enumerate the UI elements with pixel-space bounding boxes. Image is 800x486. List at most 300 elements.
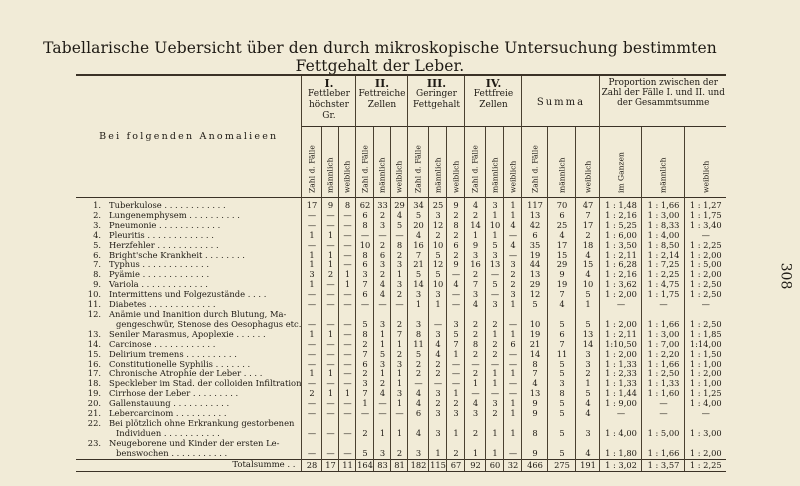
value-cell: 2 xyxy=(391,320,408,330)
value-cell: 1 : 2,11 xyxy=(600,330,642,340)
value-cell: 13 xyxy=(486,260,504,270)
sub-label: Zahl d. Fälle xyxy=(470,145,480,193)
table-row xyxy=(76,429,726,439)
value-cell: 16 xyxy=(408,241,429,251)
value-cell: — xyxy=(447,369,465,379)
value-cell: — xyxy=(302,379,322,389)
row-index: 7. xyxy=(93,259,101,270)
value-cell: 4 xyxy=(408,399,429,409)
value-cell: 8 xyxy=(408,330,429,340)
value-cell: 1 xyxy=(339,389,356,399)
value-cell: — xyxy=(322,360,339,370)
value-cell: 7 xyxy=(447,340,465,350)
value-cell: 19 xyxy=(522,251,548,261)
sub-label: Zahl d. Fälle xyxy=(360,145,370,193)
value-cell: 9 xyxy=(465,241,486,251)
value-cell: 1 xyxy=(322,369,339,379)
value-cell: — xyxy=(339,379,356,389)
value-cell: — xyxy=(339,221,356,231)
value-cell: 44 xyxy=(522,260,548,270)
value-cell: 1 xyxy=(504,369,522,379)
value-cell: 1 : 2,14 xyxy=(642,251,685,261)
table-row xyxy=(76,300,726,310)
value-cell: 14 xyxy=(408,280,429,290)
group-iv-label: Fettfreie Zellen xyxy=(473,89,514,110)
value-cell: 13 xyxy=(522,389,548,399)
value-cell: 9 xyxy=(548,270,576,280)
sub-header-ii-female xyxy=(391,127,408,198)
value-cell: 6 xyxy=(447,241,465,251)
anomaly-name: Intermittens und Folgezustände . . . . xyxy=(109,290,267,300)
value-cell: 2 xyxy=(408,360,429,370)
sub-label: weiblich xyxy=(394,160,404,193)
row-index: 16. xyxy=(87,358,101,369)
group-header-proportion xyxy=(600,75,726,127)
group-header-summa xyxy=(522,75,600,127)
sub-label: männlich xyxy=(658,157,668,193)
value-cell: 1 : 2,00 xyxy=(600,290,642,300)
total-label: Totalsumme . . xyxy=(76,459,302,471)
value-cell: 1 xyxy=(486,429,504,439)
value-cell: — xyxy=(302,429,322,439)
sub-label: weiblich xyxy=(508,160,518,193)
value-cell: — xyxy=(465,360,486,370)
value-cell: 62 xyxy=(356,198,374,211)
value-cell: 6 xyxy=(548,330,576,340)
sub-label: Zahl d. Fälle xyxy=(413,145,423,193)
value-cell: 1 xyxy=(504,198,522,211)
value-cell: — xyxy=(322,300,339,310)
row-index xyxy=(76,449,104,459)
value-cell: — xyxy=(339,260,356,270)
value-cell: 25 xyxy=(548,221,576,231)
value-cell: — xyxy=(642,399,685,409)
value-cell: 3 xyxy=(391,389,408,399)
value-cell: — xyxy=(391,409,408,419)
sub-header-iv-female xyxy=(504,127,522,198)
anomaly-name: Anämie und Inanition durch Blutung, Ma- xyxy=(109,309,287,319)
value-cell: 29 xyxy=(522,280,548,290)
value-cell: 18 xyxy=(576,241,600,251)
value-cell: 3 xyxy=(391,360,408,370)
anomaly-name: Lebercarcinom . . . . . . . . . . xyxy=(109,409,227,419)
value-cell: 17 xyxy=(302,198,322,211)
anomaly-name: Bei plötzlich ohne Erkrankung gestorbenen xyxy=(109,418,295,428)
value-cell: — xyxy=(504,251,522,261)
anomaly-name: gengeschwür, Stenose des Oesophagus etc. xyxy=(116,319,302,329)
value-cell: 6 xyxy=(356,211,374,221)
value-cell: 42 xyxy=(522,221,548,231)
value-cell: 5 xyxy=(576,389,600,399)
value-cell: 2 xyxy=(391,251,408,261)
value-cell: 1 : 2,25 xyxy=(642,270,685,280)
value-cell: 1 xyxy=(322,389,339,399)
value-cell: 5 xyxy=(576,320,600,330)
value-cell: 2 xyxy=(465,211,486,221)
value-cell: 1 : 1,00 xyxy=(685,379,726,389)
group-header-iv xyxy=(465,75,522,127)
sub-header-iii-female xyxy=(447,127,465,198)
value-cell: 4 xyxy=(504,241,522,251)
group-i-roman: I. xyxy=(324,77,334,90)
value-cell: 1 : 2,16 xyxy=(600,270,642,280)
value-cell: — xyxy=(322,340,339,350)
value-cell: 19 xyxy=(548,280,576,290)
value-cell: 3 xyxy=(504,290,522,300)
value-cell: 3 xyxy=(429,409,447,419)
value-cell: 1 xyxy=(374,330,391,340)
value-cell: 1 xyxy=(391,369,408,379)
value-cell: — xyxy=(429,379,447,389)
value-cell: — xyxy=(322,350,339,360)
value-cell: 3 xyxy=(429,429,447,439)
value-cell: 1 xyxy=(486,330,504,340)
value-cell: 8 xyxy=(391,241,408,251)
value-cell: 4 xyxy=(548,300,576,310)
value-cell: 1 : 2,00 xyxy=(685,270,726,280)
value-cell: 8 xyxy=(356,330,374,340)
value-cell: 1 xyxy=(447,429,465,439)
value-cell: 1 xyxy=(465,231,486,241)
value-cell: 13 xyxy=(522,270,548,280)
value-cell: 5 xyxy=(548,429,576,439)
value-cell: 1 xyxy=(322,251,339,261)
value-cell: 20 xyxy=(408,221,429,231)
value-cell: — xyxy=(339,449,356,459)
row-index: 15. xyxy=(87,348,101,359)
proportion-label: Proportion zwischen der Zahl der Fälle I. und II. und der Gesammtsumme xyxy=(601,78,725,108)
value-cell: 3 xyxy=(356,270,374,280)
value-cell: 1 xyxy=(408,300,429,310)
value-cell: 5 xyxy=(576,290,600,300)
total-value-cell: 92 xyxy=(465,459,486,471)
value-cell: 13 xyxy=(576,330,600,340)
anomaly-name: benswochen . . . . . . . . . . . xyxy=(116,448,228,458)
value-cell: 1 xyxy=(391,429,408,439)
value-cell: 5 xyxy=(486,280,504,290)
value-cell: — xyxy=(339,429,356,439)
group-header-ii xyxy=(356,75,408,127)
value-cell: — xyxy=(600,409,642,419)
anomaly-name: Speckleber im Stad. der colloiden Infiltration xyxy=(109,379,302,389)
value-cell: 14 xyxy=(522,350,548,360)
value-cell: 1 xyxy=(504,429,522,439)
value-cell: 6 xyxy=(374,251,391,261)
value-cell: — xyxy=(339,320,356,330)
value-cell: 1 : 2,00 xyxy=(685,369,726,379)
anomaly-name: Herzfehler . . . . . . . . . . . . xyxy=(109,240,219,250)
summa-label: Summa xyxy=(536,96,586,108)
value-cell: 1 : 7,00 xyxy=(642,340,685,350)
value-cell: 1 xyxy=(374,429,391,439)
value-cell: 1 : 1,33 xyxy=(600,379,642,389)
value-cell: 1 : 4,75 xyxy=(642,280,685,290)
value-cell: 1 : 1,66 xyxy=(642,198,685,211)
value-cell: 2 xyxy=(429,399,447,409)
value-cell: 4 xyxy=(576,449,600,459)
sub-header-prop-male xyxy=(642,127,685,198)
anomaly-name: Pleuritis . . . . . . . . . . . . . xyxy=(109,230,214,240)
value-cell: 7 xyxy=(408,251,429,261)
value-cell: 1 : 1,33 xyxy=(600,360,642,370)
sub-label: Zahl d. Fälle xyxy=(307,145,317,193)
value-cell: 9 xyxy=(522,449,548,459)
value-cell: 2 xyxy=(429,360,447,370)
value-cell: 3 xyxy=(486,251,504,261)
value-cell: 2 xyxy=(374,379,391,389)
value-cell: — xyxy=(339,350,356,360)
sub-header-iii-male xyxy=(429,127,447,198)
value-cell: 2 xyxy=(322,270,339,280)
value-cell: 6 xyxy=(548,211,576,221)
value-cell: — xyxy=(465,389,486,399)
table-body xyxy=(76,198,726,472)
value-cell: 1 : 1,66 xyxy=(642,320,685,330)
anomaly-name: Cirrhose der Leber . . . . . . . . . xyxy=(109,389,239,399)
value-cell: — xyxy=(302,290,322,300)
value-cell: — xyxy=(302,409,322,419)
value-cell: — xyxy=(504,379,522,389)
row-index: 13. xyxy=(87,328,101,339)
value-cell: 1 xyxy=(576,379,600,389)
value-cell: 1 xyxy=(504,330,522,340)
value-cell: 1 : 3,00 xyxy=(685,429,726,439)
value-cell: 1 xyxy=(322,260,339,270)
value-cell: — xyxy=(447,379,465,389)
value-cell: 5 xyxy=(408,211,429,221)
value-cell: 1 : 1,75 xyxy=(642,290,685,300)
value-cell: 1 : 9,00 xyxy=(600,399,642,409)
value-cell: 5 xyxy=(391,221,408,231)
value-cell: 1 xyxy=(302,231,322,241)
anomaly-name: Bright'sche Krankheit . . . . . . . . xyxy=(109,250,245,260)
value-cell: 1 xyxy=(504,211,522,221)
value-cell: 2 xyxy=(429,231,447,241)
value-cell: 1 : 1,27 xyxy=(685,198,726,211)
value-cell: — xyxy=(339,241,356,251)
value-cell: 3 xyxy=(374,360,391,370)
value-cell: 5 xyxy=(429,270,447,280)
value-cell: 2 xyxy=(391,290,408,300)
value-cell: 2 xyxy=(391,350,408,360)
value-cell: 21 xyxy=(522,340,548,350)
value-cell: 14 xyxy=(465,221,486,231)
value-cell: — xyxy=(339,340,356,350)
value-cell: 1 : 3,62 xyxy=(600,280,642,290)
sub-header-summa-male xyxy=(548,127,576,198)
value-cell: 5 xyxy=(548,399,576,409)
value-cell: 1 xyxy=(465,449,486,459)
value-cell: 15 xyxy=(548,251,576,261)
row-index: 19. xyxy=(87,388,101,399)
value-cell: 1 xyxy=(429,300,447,310)
total-value-cell: 32 xyxy=(504,459,522,471)
value-cell: 4 xyxy=(408,429,429,439)
value-cell: 1 xyxy=(339,270,356,280)
value-cell: 10 xyxy=(429,280,447,290)
value-cell: 2 xyxy=(391,449,408,459)
value-cell: 1 : 1,50 xyxy=(685,350,726,360)
value-cell: 33 xyxy=(374,198,391,211)
value-cell: 3 xyxy=(429,330,447,340)
row-index: 9. xyxy=(93,279,101,290)
value-cell: — xyxy=(504,389,522,399)
value-cell: 1 xyxy=(322,330,339,340)
group-header-iii xyxy=(408,75,465,127)
anomaly-name: Neugeborene und Kinder der ersten Le- xyxy=(109,438,280,448)
value-cell: — xyxy=(504,320,522,330)
value-cell: — xyxy=(339,360,356,370)
value-cell: 5 xyxy=(548,320,576,330)
value-cell: 3 xyxy=(374,449,391,459)
value-cell: 5 xyxy=(408,270,429,280)
value-cell: 2 xyxy=(576,231,600,241)
value-cell: 1 : 1,80 xyxy=(600,449,642,459)
value-cell: 4 xyxy=(548,231,576,241)
value-cell: 2 xyxy=(504,280,522,290)
value-cell: 4 xyxy=(391,211,408,221)
value-cell: 19 xyxy=(522,330,548,340)
value-cell: — xyxy=(504,350,522,360)
sub-header-iii-total xyxy=(408,127,429,198)
value-cell: 2 xyxy=(465,330,486,340)
value-cell: 3 xyxy=(447,320,465,330)
value-cell: 7 xyxy=(548,340,576,350)
value-cell: 1 : 6,00 xyxy=(600,231,642,241)
group-ii-roman: II. xyxy=(374,77,390,90)
value-cell: 1 : 1,00 xyxy=(685,360,726,370)
value-cell: 1 : 2,16 xyxy=(600,211,642,221)
value-cell: 2 xyxy=(486,320,504,330)
value-cell: 2 xyxy=(465,429,486,439)
value-cell: 3 xyxy=(408,320,429,330)
sub-header-i-female xyxy=(339,127,356,198)
group-ii-label: Fettreiche Zellen xyxy=(358,89,406,110)
value-cell: 29 xyxy=(391,198,408,211)
value-cell: 4 xyxy=(374,389,391,399)
value-cell: 2 xyxy=(447,211,465,221)
fat-content-table xyxy=(76,74,726,472)
page-title: Tabellarische Uebersicht über den durch mikroskopische Untersuchung bestimmten Fettgehalt der Leber. xyxy=(43,39,717,75)
value-cell: 1 : 3,50 xyxy=(600,241,642,251)
value-cell: 3 xyxy=(429,290,447,300)
value-cell: 1 xyxy=(504,409,522,419)
value-cell: 15 xyxy=(576,260,600,270)
anomaly-name: Variola . . . . . . . . . . . . . xyxy=(109,280,208,290)
value-cell: 3 xyxy=(486,198,504,211)
value-cell: — xyxy=(302,211,322,221)
value-cell: 5 xyxy=(447,330,465,340)
value-cell: — xyxy=(504,360,522,370)
value-cell: 4 xyxy=(374,280,391,290)
row-index: 11. xyxy=(87,299,101,310)
value-cell: 5 xyxy=(548,360,576,370)
sub-header-i-total xyxy=(302,127,322,198)
value-cell: 4 xyxy=(576,399,600,409)
value-cell: 1 : 2,50 xyxy=(685,320,726,330)
value-cell: 3 xyxy=(408,449,429,459)
value-cell: — xyxy=(339,290,356,300)
value-cell: 1 xyxy=(302,251,322,261)
sub-header-summa-total xyxy=(522,127,548,198)
value-cell: 1 : 2,50 xyxy=(685,290,726,300)
sub-label: weiblich xyxy=(342,160,352,193)
row-index: 21. xyxy=(87,408,101,419)
value-cell: 4 xyxy=(447,280,465,290)
value-cell: 8 xyxy=(465,340,486,350)
value-cell: 1 xyxy=(339,280,356,290)
value-cell: 2 xyxy=(447,251,465,261)
value-cell: 1 xyxy=(447,389,465,399)
value-cell: 2 xyxy=(447,449,465,459)
value-cell: 1 : 8,50 xyxy=(642,241,685,251)
total-value-cell: 164 xyxy=(357,459,373,470)
value-cell: 3 xyxy=(465,251,486,261)
page-number: 308 xyxy=(777,262,794,290)
total-value-cell: 17 xyxy=(322,459,339,471)
value-cell: 1 xyxy=(504,399,522,409)
row-index: 22. xyxy=(87,417,101,428)
value-cell: — xyxy=(685,409,726,419)
value-cell: 21 xyxy=(408,260,429,270)
value-cell: 1 : 7,25 xyxy=(642,260,685,270)
value-cell: 5 xyxy=(429,251,447,261)
value-cell: 12 xyxy=(429,221,447,231)
value-cell: 25 xyxy=(429,198,447,211)
value-cell: — xyxy=(447,360,465,370)
value-cell: 9 xyxy=(522,399,548,409)
table-row xyxy=(76,409,726,419)
value-cell: 5 xyxy=(408,350,429,360)
sub-label: weiblich xyxy=(451,160,461,193)
group-i-label: Fettleber höchster Gr. xyxy=(308,89,350,121)
sub-header-iv-total xyxy=(465,127,486,198)
anomaly-name: Lungenemphysem . . . . . . . . . . xyxy=(109,210,240,220)
sub-header-ii-total xyxy=(356,127,374,198)
value-cell: 7 xyxy=(356,389,374,399)
total-value-cell: 191 xyxy=(576,459,600,471)
value-cell: — xyxy=(322,241,339,251)
value-cell: — xyxy=(302,300,322,310)
value-cell: 1 : 2,00 xyxy=(600,350,642,360)
total-value-cell: 466 xyxy=(522,459,548,471)
total-value-cell: 115 xyxy=(430,459,446,470)
value-cell: 2 xyxy=(356,369,374,379)
anomaly-name: Chronische Atrophie der Leber . . . . xyxy=(109,369,263,379)
group-header-i xyxy=(302,75,356,127)
anomaly-name: Pneumonie . . . . . . . . . . . . xyxy=(109,220,221,230)
value-cell: 2 xyxy=(486,350,504,360)
value-cell: 2 xyxy=(429,369,447,379)
value-cell: 6 xyxy=(356,260,374,270)
row-index: 23. xyxy=(87,437,101,448)
value-cell: 2 xyxy=(465,270,486,280)
value-cell: 1 : 1,44 xyxy=(600,389,642,399)
value-cell: 1 : 5,25 xyxy=(600,221,642,231)
value-cell: 6 xyxy=(504,340,522,350)
value-cell: 29 xyxy=(548,260,576,270)
value-cell: 2 xyxy=(504,270,522,280)
value-cell: 13 xyxy=(522,211,548,221)
value-cell: 117 xyxy=(522,198,548,211)
value-cell: 5 xyxy=(548,369,576,379)
value-cell: 6 xyxy=(522,231,548,241)
total-value-cell: 1 : 2,25 xyxy=(685,459,726,471)
value-cell: — xyxy=(356,300,374,310)
value-cell: — xyxy=(339,251,356,261)
value-cell: 1 : 2,50 xyxy=(642,369,685,379)
row-index: 6. xyxy=(93,249,101,260)
